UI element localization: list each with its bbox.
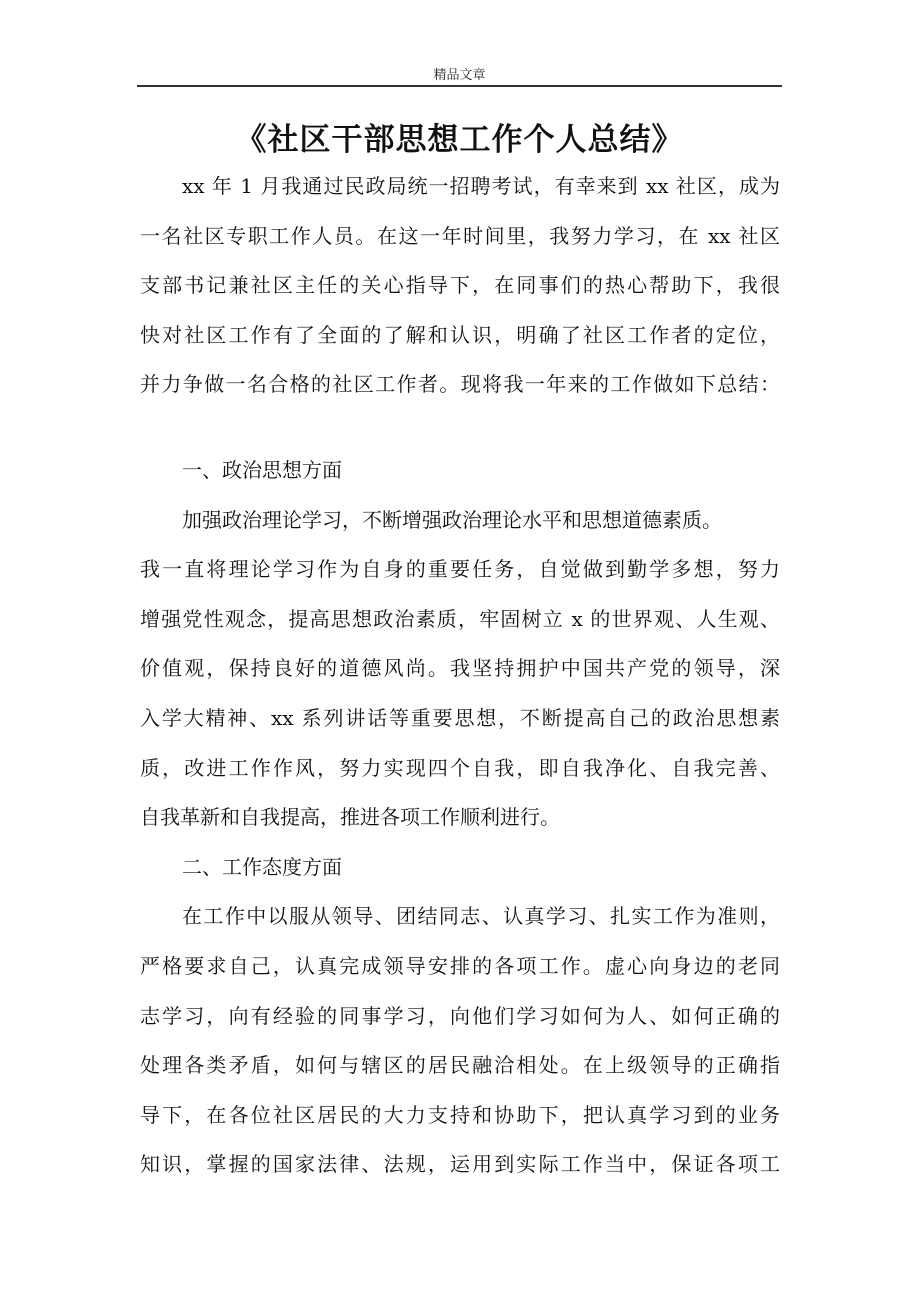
text-line: 一名社区专职工作人员。在这一年时间里，我努力学习，在 xx 社区 — [140, 223, 780, 248]
text-line: 严格要求自己，认真完成领导安排的各项工作。虚心向身边的老同 — [140, 953, 780, 978]
text-line: 支部书记兼社区主任的关心指导下，在同事们的热心帮助下，我很 — [140, 273, 780, 298]
paragraph — [140, 545, 780, 843]
paragraph — [140, 843, 780, 893]
text-line: 一、政治思想方面 — [182, 457, 342, 482]
paragraph — [140, 892, 780, 1190]
text-line: 价值观，保持良好的道德风尚。我坚持拥护中国共产党的领导，深 — [140, 656, 780, 681]
text-line: 知识，掌握的国家法律、法规，运用到实际工作当中，保证各项工 — [140, 1152, 780, 1177]
paragraph — [140, 162, 780, 410]
text-line: xx 年 1 月我通过民政局统一招聘考试，有幸来到 xx 社区，成为 — [182, 174, 780, 198]
document-title: 《社区干部思想工作个人总结》 — [235, 122, 684, 158]
text-line: 在工作中以服从领导、团结同志、认真学习、扎实工作为准则， — [182, 904, 780, 929]
text-line: 志学习，向有经验的同事学习，向他们学习如何为人、如何正确的 — [140, 1003, 780, 1028]
text-line: 入学大精神、xx 系列讲话等重要思想，不断提高自己的政治思想素 — [140, 705, 780, 730]
document-body — [140, 162, 780, 1190]
text-line: 我一直将理论学习作为自身的重要任务，自觉做到勤学多想，努力 — [140, 557, 780, 582]
text-line: 二、工作态度方面 — [182, 854, 342, 879]
text-line: 自我革新和自我提高，推进各项工作顺利进行。 — [140, 805, 560, 830]
paragraph — [140, 446, 780, 496]
text-line: 处理各类矛盾，如何与辖区的居民融洽相处。在上级领导的正确指 — [140, 1053, 780, 1078]
text-line: 质，改进工作作风，努力实现四个自我，即自我净化、自我完善、 — [140, 755, 780, 780]
text-line: 增强党性观念，提高思想政治素质，牢固树立 x 的世界观、人生观、 — [140, 606, 780, 631]
page-header: 精品文章 — [433, 68, 486, 83]
header-divider — [137, 85, 782, 87]
text-line: 加强政治理论学习，不断增强政治理论水平和思想道德素质。 — [182, 507, 722, 532]
paragraph — [140, 496, 780, 546]
text-line: 导下，在各位社区居民的大力支持和协助下，把认真学习到的业务 — [140, 1102, 780, 1127]
text-line: 快对社区工作有了全面的了解和认识，明确了社区工作者的定位， — [140, 322, 780, 347]
text-line: 并力争做一名合格的社区工作者。现将我一年来的工作做如下总结： — [140, 372, 780, 397]
